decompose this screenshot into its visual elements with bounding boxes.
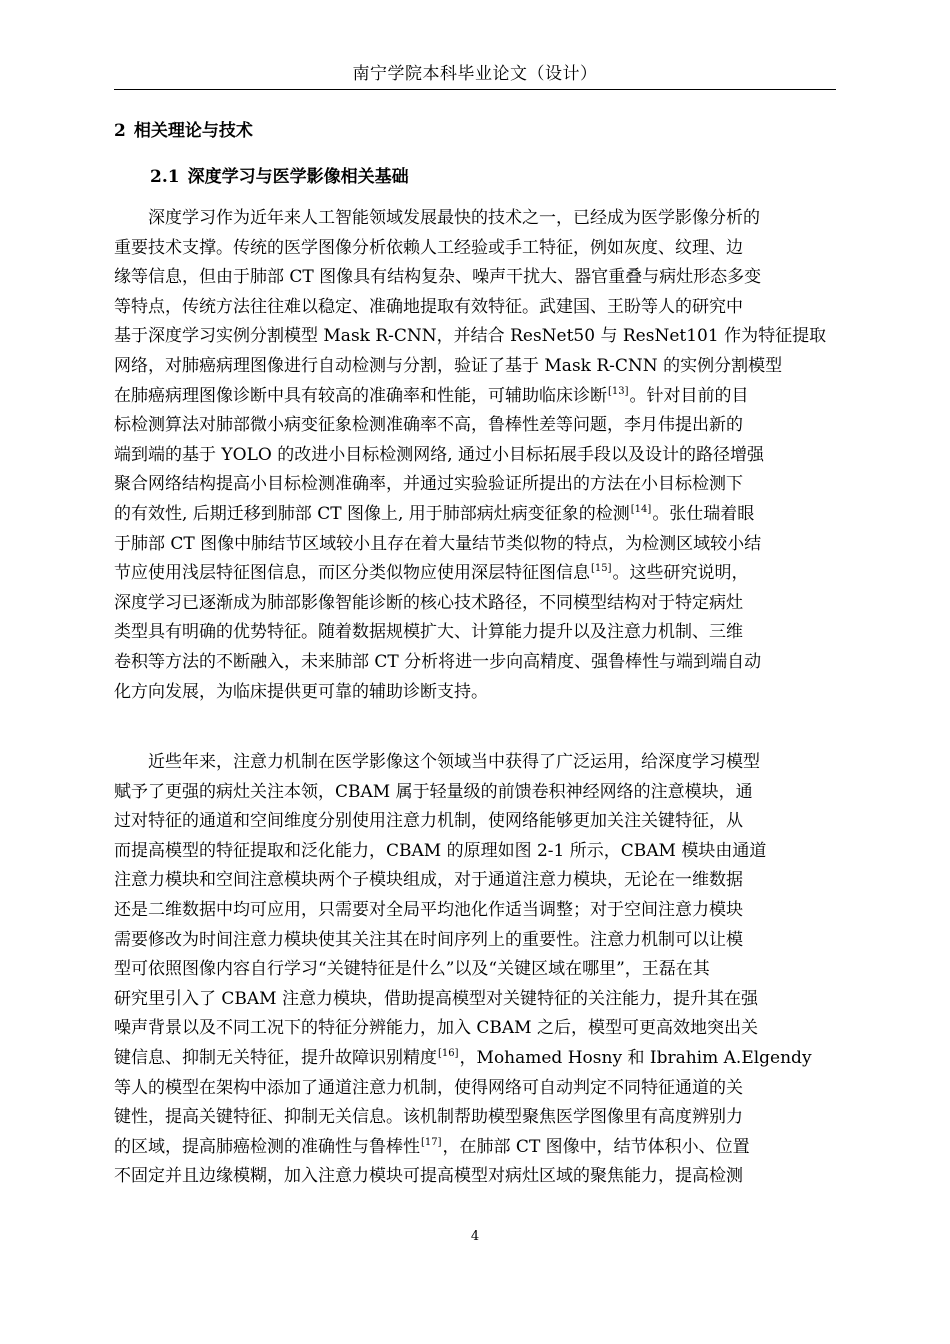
text-line: 卷积等方法的不断融入，未来肺部 CT 分析将进一步向高精度、强鲁棒性与端到端自动 [114, 651, 762, 672]
text-line: 还是二维数据中均可应用，只需要对全局平均池化作适当调整；对于空间注意力模块 [114, 899, 743, 920]
header-rule [114, 89, 836, 90]
section-number: 2 [114, 121, 126, 141]
page-number: 4 [470, 1229, 480, 1244]
text-line: 类型具有明确的优势特征。随着数据规模扩大、计算能力提升以及注意力机制、三维 [114, 622, 743, 643]
subsection-number: 2.1 [150, 167, 180, 187]
text-run: 。张仕瑞着眼 [652, 503, 755, 524]
paragraph-2 [114, 748, 836, 1192]
text-line [114, 559, 836, 589]
text-run: 的有效性, 后期迁移到肺部 CT 图像上, 用于肺部病灶病变征象的检测 [114, 503, 630, 524]
text-line: 注意力模块和空间注意模块两个子模块组成，对于通道注意力模块，无论在一维数据 [114, 870, 743, 891]
text-run: 。针对目前的目 [629, 385, 749, 406]
text-run: 键信息、抑制无关特征，提升故障识别精度 [114, 1047, 437, 1068]
citation-marker: [14] [630, 503, 652, 515]
text-line: 于肺部 CT 图像中肺结节区域较小且存在着大量结节类似物的特点，为检测区域较小结 [114, 533, 762, 554]
text-line: 噪声背景以及不同工况下的特征分辨能力，加入 CBAM 之后，模型可更高效地突出关 [114, 1018, 758, 1039]
text-line: 等人的模型在架构中添加了通道注意力机制，使得网络可自动判定不同特征通道的关 [114, 1077, 743, 1098]
text-line: 基于深度学习实例分割模型 Mask R-CNN，并结合 ResNet50 与 ResNet101 作为特征提取 [114, 326, 827, 347]
text-line: 等特点，传统方法往往难以稳定、准确地提取有效特征。武建国、王盼等人的研究中 [114, 296, 743, 317]
text-line: 聚合网络结构提高小目标检测准确率，并通过实验验证所提出的方法在小目标检测下 [114, 474, 743, 495]
text-line [114, 382, 836, 412]
text-line: 缘等信息，但由于肺部 CT 图像具有结构复杂、噪声干扰大、器官重叠与病灶形态多变 [114, 267, 762, 288]
text-run: ，在肺部 CT 图像中，结节体积小、位置 [442, 1136, 750, 1157]
section-heading [114, 118, 253, 144]
text-line: 而提高模型的特征提取和泛化能力，CBAM 的原理如图 2-1 所示，CBAM 模块由通道 [114, 840, 767, 861]
citation-marker: [17] [421, 1136, 442, 1148]
text-line: 赋予了更强的病灶关注本领，CBAM 属于轻量级的前馈卷积神经网络的注意模块，通 [114, 781, 753, 802]
text-line: 近些年来，注意力机制在医学影像这个领域当中获得了广泛运用，给深度学习模型 [148, 752, 760, 772]
text-line: 过对特征的通道和空间维度分别使用注意力机制，使网络能够更加关注关键特征，从 [114, 811, 743, 832]
text-line: 需要修改为时间注意力模块使其关注其在时间序列上的重要性。注意力机制可以让模 [114, 929, 743, 950]
subsection-heading [150, 164, 409, 190]
text-line: 深度学习作为近年来人工智能领域发展最快的技术之一，已经成为医学影像分析的 [148, 208, 760, 228]
text-line: 深度学习已逐渐成为肺部影像智能诊断的核心技术路径，不同模型结构对于特定病灶 [114, 592, 743, 613]
text-line: 网络，对肺癌病理图像进行自动检测与分割，验证了基于 Mask R-CNN 的实例分割模型 [114, 355, 783, 376]
citation-marker: [15] [591, 563, 612, 575]
citation-marker: [13] [608, 385, 629, 397]
text-run: 在肺癌病理图像诊断中具有较高的准确率和性能，可辅助临床诊断 [114, 385, 607, 406]
subsection-title: 深度学习与医学影像相关基础 [187, 167, 409, 187]
text-line: 化方向发展，为临床提供更可靠的辅助诊断支持。 [114, 681, 488, 702]
citation-marker: [16] [438, 1047, 459, 1059]
text-line [114, 500, 836, 530]
text-line: 不固定并且边缘模糊，加入注意力模块可提高模型对病灶区域的聚焦能力，提高检测 [114, 1166, 743, 1187]
section-title: 相关理论与技术 [133, 121, 253, 141]
text-run: 节应使用浅层特征图信息，而区分类似物应使用深层特征图信息 [114, 563, 590, 584]
text-line: 标检测算法对肺部微小病变征象检测准确率不高，鲁棒性差等问题，李月伟提出新的 [114, 415, 743, 436]
paragraph-1 [114, 204, 836, 707]
text-line: 键性，提高关键特征、抑制无关信息。该机制帮助模型聚焦医学图像里有高度辨别力 [114, 1107, 743, 1128]
text-line [114, 1133, 836, 1163]
text-line: 端到端的基于 YOLO 的改进小目标检测网络, 通过小目标拓展手段以及设计的路径增强 [114, 444, 764, 465]
text-line [114, 1044, 836, 1074]
text-run: 的区域，提高肺癌检测的准确性与鲁棒性 [114, 1136, 420, 1157]
page-header: 南宁学院本科毕业论文（设计） [352, 64, 598, 84]
text-line: 重要技术支撑。传统的医学图像分析依赖人工经验或手工特征，例如灰度、纹理、边 [114, 237, 743, 258]
text-line: 型可依照图像内容自行学习“关键特征是什么”以及“关键区域在哪里”，王磊在其 [114, 959, 710, 980]
text-line: 研究里引入了 CBAM 注意力模块，借助提高模型对关键特征的关注能力，提升其在强 [114, 988, 758, 1009]
text-run: 。这些研究说明， [612, 563, 749, 584]
text-run: ，Mohamed Hosny 和 Ibrahim A.Elgendy [459, 1047, 812, 1068]
